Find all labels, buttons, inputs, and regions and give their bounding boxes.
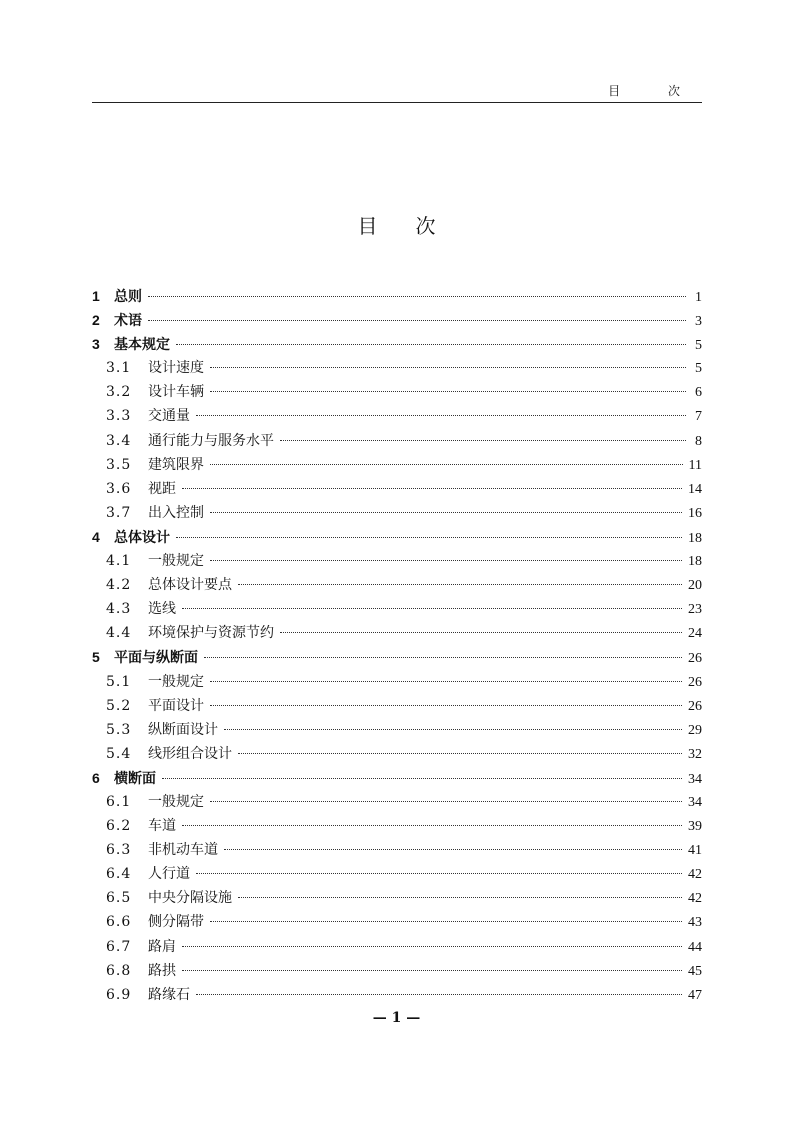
dot-leader [182, 946, 682, 947]
toc-entry-title: 横断面 [114, 769, 156, 786]
toc-section-row[interactable] [92, 672, 702, 696]
dot-leader [176, 537, 682, 538]
toc-entry-page: 47 [688, 987, 702, 1003]
toc-section-row[interactable] [92, 961, 702, 985]
toc-entry-page: 5 [695, 361, 702, 377]
toc-entry-title: 路拱 [148, 962, 176, 979]
toc-entry-number: 6.4 [106, 866, 132, 883]
toc-entry-page: 8 [695, 433, 702, 449]
dot-leader [196, 873, 682, 874]
toc-entry-page: 6 [695, 385, 702, 401]
dot-leader [224, 729, 682, 730]
toc-section-row[interactable] [92, 575, 702, 599]
dot-leader [238, 584, 682, 585]
toc-entry-title: 非机动车道 [148, 842, 218, 859]
toc-entry-page: 26 [688, 674, 702, 690]
dot-leader [148, 320, 686, 321]
toc-entry-page: 24 [688, 626, 702, 642]
toc-entry-title: 总则 [114, 288, 142, 304]
dot-leader [224, 849, 682, 850]
toc-entry-number: 4.3 [106, 601, 132, 618]
toc-section-row[interactable] [92, 744, 702, 768]
toc-section-row[interactable] [92, 382, 702, 406]
dot-leader [182, 608, 682, 609]
toc-section-row[interactable] [92, 816, 702, 840]
toc-section-row[interactable] [92, 599, 702, 623]
dot-leader [210, 367, 686, 368]
running-header: 目 次 [608, 84, 702, 98]
toc-section-row[interactable] [92, 864, 702, 888]
toc-entry-number: 5.4 [106, 745, 132, 762]
toc-entry-page: 16 [688, 505, 702, 521]
toc-section-row[interactable] [92, 406, 702, 430]
toc-chapter-row[interactable] [92, 527, 702, 551]
dot-leader [238, 897, 682, 898]
toc-entry-number: 3.6 [106, 480, 132, 497]
toc-entry-page: 26 [688, 698, 702, 714]
page-number: — 1 — [372, 1010, 421, 1026]
dot-leader [210, 391, 686, 392]
dot-leader [210, 921, 682, 922]
toc-entry-page: 39 [688, 819, 702, 835]
page-title: 目次 [357, 214, 474, 238]
toc-section-row[interactable] [92, 696, 702, 720]
toc-entry-number: 4 [92, 528, 100, 545]
dot-leader [238, 753, 682, 754]
toc-entry-number: 6.8 [106, 962, 132, 979]
toc-entry-page: 23 [688, 602, 702, 618]
dot-leader [196, 994, 682, 995]
dot-leader [210, 801, 682, 802]
toc-entry-page: 42 [688, 867, 702, 883]
toc-entry-page: 43 [688, 915, 702, 931]
toc-section-row[interactable] [92, 479, 702, 503]
toc-chapter-row[interactable] [92, 334, 702, 358]
toc-entry-title: 一般规定 [148, 553, 204, 570]
toc-chapter-row[interactable] [92, 310, 702, 334]
table-of-contents [92, 286, 702, 1009]
toc-entry-number: 3 [92, 336, 100, 353]
toc-entry-title: 术语 [114, 312, 142, 329]
toc-entry-page: 29 [688, 722, 702, 738]
dot-leader [204, 657, 682, 658]
toc-entry-page: 1 [695, 290, 702, 305]
toc-entry-number: 3.5 [106, 456, 132, 473]
toc-section-row[interactable] [92, 623, 702, 647]
toc-entry-page: 5 [695, 338, 702, 354]
toc-entry-page: 44 [688, 939, 702, 955]
toc-entry-title: 交通量 [148, 408, 190, 425]
toc-entry-page: 41 [688, 843, 702, 859]
dot-leader [148, 296, 686, 297]
toc-entry-number: 6 [92, 769, 100, 786]
toc-entry-page: 20 [688, 578, 702, 594]
toc-entry-title: 总体设计 [114, 528, 170, 545]
toc-entry-number: 6.7 [106, 938, 132, 955]
toc-section-row[interactable] [92, 792, 702, 816]
dot-leader [210, 705, 682, 706]
toc-entry-title: 侧分隔带 [148, 914, 204, 931]
dot-leader [210, 464, 683, 465]
toc-entry-number: 3.7 [106, 504, 132, 521]
toc-entry-number: 3.4 [106, 432, 132, 449]
dot-leader [196, 415, 686, 416]
toc-entry-page: 34 [688, 794, 702, 810]
toc-entry-title: 设计车辆 [148, 384, 204, 401]
toc-entry-page: 26 [688, 651, 702, 667]
toc-entry-title: 线形组合设计 [148, 745, 232, 762]
toc-entry-page: 11 [688, 457, 702, 473]
toc-entry-title: 平面与纵断面 [114, 649, 198, 666]
toc-entry-title: 通行能力与服务水平 [148, 432, 274, 449]
toc-entry-number: 3.1 [106, 360, 132, 377]
toc-entry-number: 5 [92, 649, 100, 666]
toc-section-row[interactable] [92, 985, 702, 1009]
toc-entry-number: 6.5 [106, 890, 132, 907]
toc-entry-number: 3.3 [106, 408, 132, 425]
toc-entry-number: 2 [92, 312, 100, 329]
toc-chapter-row[interactable] [92, 286, 702, 310]
toc-entry-title: 纵断面设计 [148, 721, 218, 738]
toc-entry-number: 4.1 [106, 553, 132, 570]
header-rule [92, 102, 702, 103]
toc-chapter-row[interactable] [92, 768, 702, 792]
dot-leader [280, 632, 682, 633]
toc-section-row[interactable] [92, 720, 702, 744]
toc-entry-number: 6.1 [106, 793, 132, 810]
dot-leader [280, 440, 686, 441]
toc-entry-title: 环境保护与资源节约 [148, 625, 274, 642]
toc-section-row[interactable] [92, 358, 702, 382]
dot-leader [176, 344, 686, 345]
toc-entry-page: 42 [688, 891, 702, 907]
toc-entry-title: 选线 [148, 601, 176, 618]
toc-section-row[interactable] [92, 431, 702, 455]
toc-entry-number: 4.4 [106, 625, 132, 642]
toc-section-row[interactable] [92, 840, 702, 864]
toc-entry-title: 一般规定 [148, 793, 204, 810]
toc-entry-title: 路肩 [148, 938, 176, 955]
toc-entry-title: 中央分隔设施 [148, 890, 232, 907]
toc-entry-title: 出入控制 [148, 504, 204, 521]
toc-entry-page: 18 [688, 530, 702, 546]
dot-leader [210, 681, 682, 682]
toc-entry-title: 人行道 [148, 866, 190, 883]
dot-leader [210, 512, 682, 513]
dot-leader [210, 560, 682, 561]
dot-leader [182, 488, 682, 489]
toc-section-row[interactable] [92, 937, 702, 961]
toc-entry-page: 14 [688, 481, 702, 497]
toc-entry-title: 路缘石 [148, 986, 190, 1003]
toc-entry-title: 平面设计 [148, 697, 204, 714]
dot-leader [182, 825, 682, 826]
toc-entry-page: 3 [695, 314, 702, 330]
toc-entry-number: 3.2 [106, 384, 132, 401]
toc-entry-number: 5.3 [106, 721, 132, 738]
toc-chapter-row[interactable] [92, 647, 702, 671]
toc-section-row[interactable] [92, 888, 702, 912]
toc-entry-title: 一般规定 [148, 673, 204, 690]
toc-entry-number: 6.2 [106, 818, 132, 835]
dot-leader [182, 970, 682, 971]
toc-entry-title: 基本规定 [114, 336, 170, 353]
toc-entry-number: 5.1 [106, 673, 132, 690]
toc-entry-number: 6.9 [106, 986, 132, 1003]
toc-entry-title: 设计速度 [148, 360, 204, 377]
toc-section-row[interactable] [92, 503, 702, 527]
toc-entry-title: 建筑限界 [148, 456, 204, 473]
toc-entry-title: 车道 [148, 818, 176, 835]
toc-entry-number: 4.2 [106, 577, 132, 594]
toc-entry-number: 6.6 [106, 914, 132, 931]
toc-entry-number: 1 [92, 288, 100, 304]
toc-entry-page: 45 [688, 963, 702, 979]
toc-section-row[interactable] [92, 551, 702, 575]
toc-section-row[interactable] [92, 912, 702, 936]
toc-entry-page: 7 [695, 409, 702, 425]
dot-leader [162, 778, 682, 779]
toc-entry-number: 5.2 [106, 697, 132, 714]
toc-entry-title: 视距 [148, 480, 176, 497]
toc-entry-page: 34 [688, 771, 702, 787]
toc-entry-number: 6.3 [106, 842, 132, 859]
toc-entry-page: 18 [688, 554, 702, 570]
toc-section-row[interactable] [92, 455, 702, 479]
toc-entry-page: 32 [688, 746, 702, 762]
toc-entry-title: 总体设计要点 [148, 577, 232, 594]
